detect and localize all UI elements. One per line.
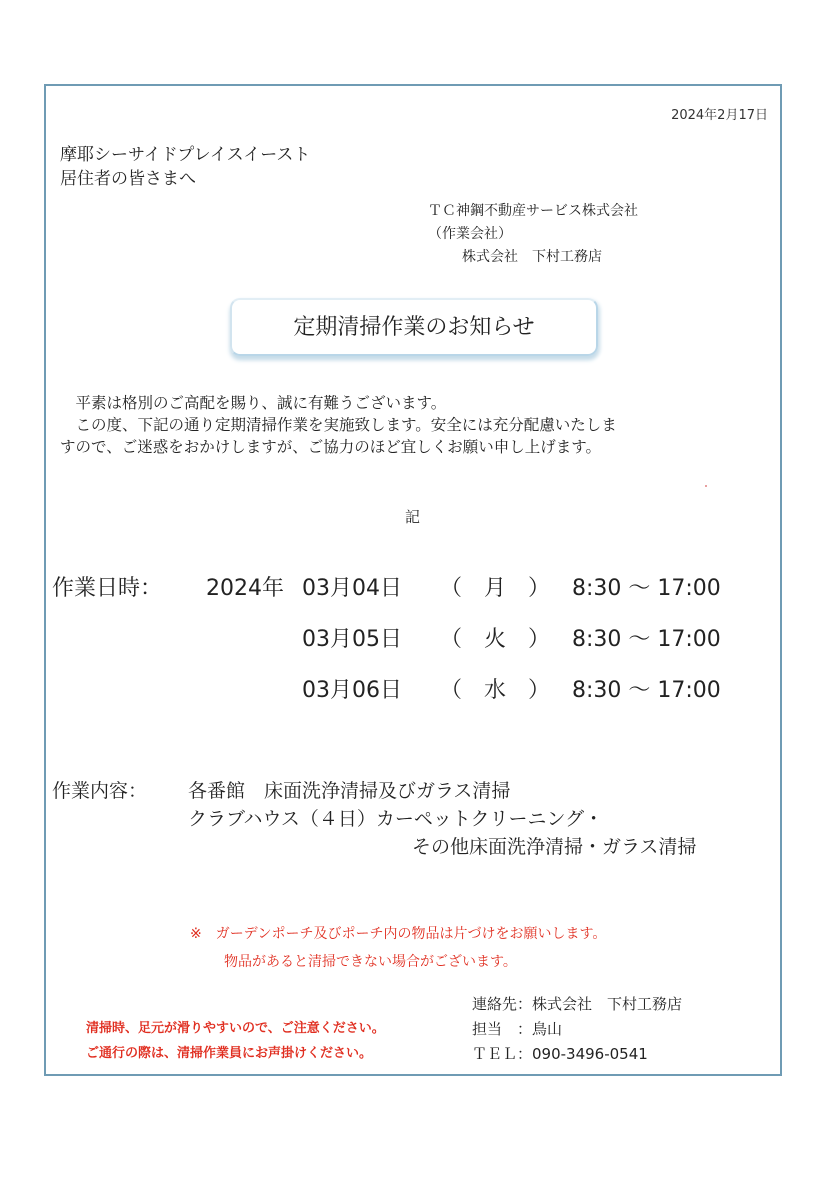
recipient-residents: 居住者の皆さまへ	[60, 169, 196, 189]
body-line: この度、下記の通り定期清掃作業を実施致します。安全には充分配慮いたしま	[60, 416, 617, 434]
schedule-date: 03月05日	[302, 627, 402, 652]
sender-block	[428, 200, 638, 269]
title-box	[230, 298, 598, 356]
sender-contractor: 株式会社 下村工務店	[462, 249, 602, 265]
schedule-date: 03月06日	[302, 678, 402, 703]
page-title: 定期清掃作業のお知らせ	[293, 315, 535, 340]
content-line: その他床面洗浄清掃・ガラス清掃	[412, 836, 697, 858]
caution-line: ご通行の際は、清掃作業員にお声掛けください。	[86, 1046, 373, 1061]
schedule-year: 2024年	[206, 576, 284, 601]
recipient-name: 摩耶シーサイドプレイスイースト	[60, 145, 311, 165]
recipient-block	[60, 143, 310, 191]
contact-phone: ＴＥＬ：090-3496-0541	[472, 1045, 648, 1063]
notice-date: 2024年2月17日	[671, 108, 768, 123]
notice-line: ※ ガーデンポーチ及びポーチ内の物品は片づけをお願いします。	[190, 926, 607, 942]
stray-mark	[705, 485, 707, 487]
contact-block	[472, 992, 682, 1067]
schedule-day: （ 水 ）	[440, 678, 551, 703]
notice-block	[190, 920, 606, 976]
schedule-day: （ 月 ）	[440, 576, 551, 601]
schedule-time: 8:30 ～ 17:00	[572, 576, 721, 601]
content-line: クラブハウス（４日）カーペットクリーニング・	[188, 808, 604, 830]
schedule-label: 作業日時：	[52, 576, 163, 601]
notice-line: 物品があると清掃できない場合がございます。	[224, 954, 517, 970]
contact-line: 担当 ：鳥山	[472, 1020, 563, 1038]
body-paragraph	[60, 392, 617, 458]
schedule-time: 8:30 ～ 17:00	[572, 678, 721, 703]
content-line: 各番館 床面洗浄清掃及びガラス清掃	[188, 780, 511, 802]
schedule-day: （ 火 ）	[440, 627, 551, 652]
content-label: 作業内容：	[52, 780, 148, 802]
schedule-date: 03月04日	[302, 576, 402, 601]
body-line: 平素は格別のご高配を賜り、誠に有難うございます。	[60, 394, 447, 412]
ki-heading: 記	[405, 508, 421, 526]
sender-role: （作業会社）	[428, 226, 512, 242]
caution-block	[86, 1016, 385, 1066]
caution-line: 清掃時、足元が滑りやすいので、ご注意ください。	[86, 1021, 385, 1036]
schedule-time: 8:30 ～ 17:00	[572, 627, 721, 652]
contact-line: 連絡先：株式会社 下村工務店	[472, 995, 683, 1013]
sender-company: ＴＣ神鋼不動産サービス株式会社	[428, 203, 638, 219]
body-line: すので、ご迷惑をおかけしますが、ご協力のほど宜しくお願い申し上げます。	[60, 438, 601, 456]
